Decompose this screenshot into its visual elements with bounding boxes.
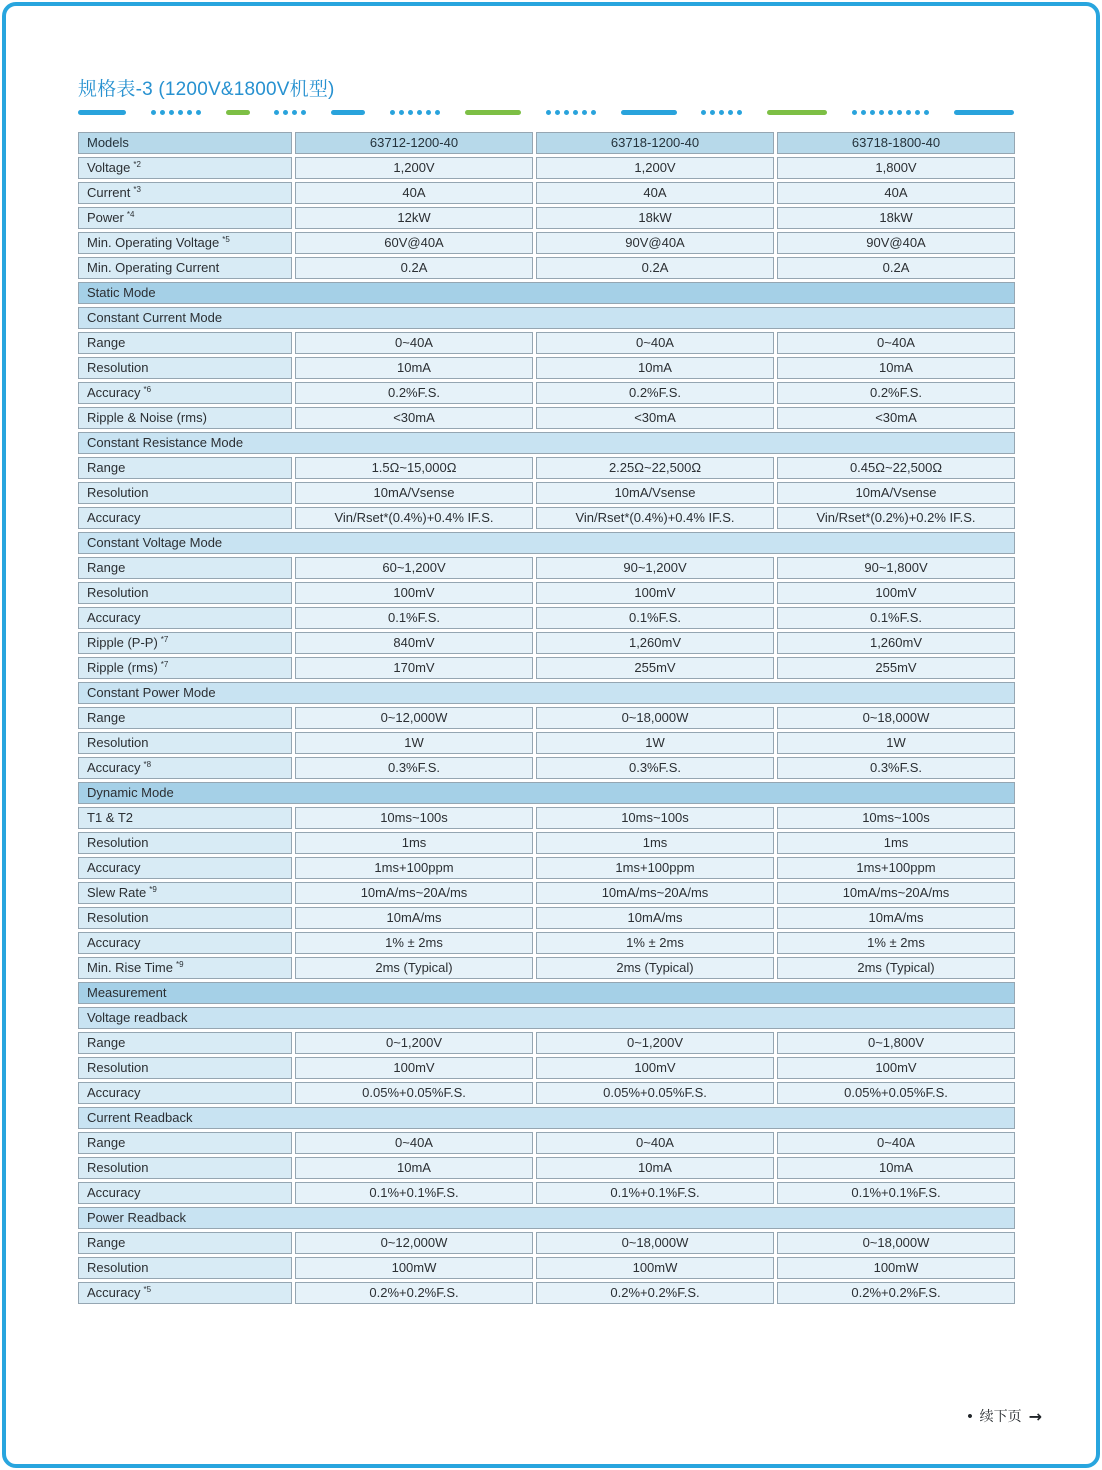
divider-dot [737, 110, 742, 115]
divider-dot [870, 110, 875, 115]
divider-dot-group [701, 110, 742, 115]
section-row [78, 282, 1015, 304]
table-row [78, 857, 1015, 879]
spec-value-cell: 10mA/ms [536, 907, 774, 929]
spec-value-cell: 0.45Ω~22,500Ω [777, 457, 1015, 479]
table-row [78, 332, 1015, 354]
spec-value-cell: 10mA/ms~20A/ms [777, 882, 1015, 904]
spec-label-cell: Range [78, 1132, 292, 1154]
spec-value-cell: 0~18,000W [777, 1232, 1015, 1254]
spec-value-cell: 10ms~100s [295, 807, 533, 829]
table-row [78, 207, 1015, 229]
divider-dot-group [151, 110, 201, 115]
divider-dot [178, 110, 183, 115]
spec-value-cell: 0.3%F.S. [777, 757, 1015, 779]
table-row [78, 1082, 1015, 1104]
spec-value-cell: 10mA/ms [295, 907, 533, 929]
footnote-marker: *4 [126, 209, 135, 219]
subsection-row [78, 532, 1015, 554]
spec-value-cell: 2.25Ω~22,500Ω [536, 457, 774, 479]
table-row [78, 882, 1015, 904]
table-row [78, 557, 1015, 579]
table-row [78, 1257, 1015, 1279]
spec-value-cell: 0.3%F.S. [536, 757, 774, 779]
table-row [78, 657, 1015, 679]
spec-label-cell: Resolution [78, 482, 292, 504]
table-row [78, 1282, 1015, 1304]
spec-label-cell: Min. Operating Voltage $^{*5}$ [78, 232, 292, 254]
table-row [78, 157, 1015, 179]
spec-label-cell: Range [78, 1232, 292, 1254]
divider-dot [390, 110, 395, 115]
spec-value-cell: 90V@40A [777, 232, 1015, 254]
spec-value-cell: 0.2%F.S. [536, 382, 774, 404]
spec-value-cell: 0.05%+0.05%F.S. [295, 1082, 533, 1104]
divider-dot [555, 110, 560, 115]
spec-label-cell: Range [78, 457, 292, 479]
spec-value-cell: 0~40A [536, 332, 774, 354]
spec-label-cell: Range [78, 332, 292, 354]
spec-value-cell: 1W [295, 732, 533, 754]
spec-value-cell: 2ms (Typical) [536, 957, 774, 979]
footnote-marker: *7 [160, 659, 169, 669]
spec-value-cell: 0~40A [777, 1132, 1015, 1154]
footnote-marker: *5 [143, 1284, 152, 1294]
divider-dot [897, 110, 902, 115]
spec-value-cell: 1ms+100ppm [295, 857, 533, 879]
spec-value-cell: 40A [295, 182, 533, 204]
divider-dot [701, 110, 706, 115]
spec-label-cell: Accuracy [78, 1182, 292, 1204]
table-row [78, 407, 1015, 429]
table-row [78, 457, 1015, 479]
spec-value-cell: 100mV [536, 582, 774, 604]
divider-dot [728, 110, 733, 115]
spec-value-cell: 0~40A [536, 1132, 774, 1154]
spec-value-cell: 100mV [777, 582, 1015, 604]
spec-label-cell: Slew Rate $^{*9}$ [78, 882, 292, 904]
table-row [78, 832, 1015, 854]
spec-value-cell: 10mA/ms [777, 907, 1015, 929]
table-row [78, 1132, 1015, 1154]
table-row [78, 1232, 1015, 1254]
spec-value-cell: 100mW [777, 1257, 1015, 1279]
spec-value-cell: 10ms~100s [777, 807, 1015, 829]
spec-value-cell: Vin/Rset*(0.4%)+0.4% IF.S. [536, 507, 774, 529]
spec-value-cell: 0~40A [777, 332, 1015, 354]
table-row [78, 932, 1015, 954]
spec-value-cell: 40A [777, 182, 1015, 204]
spec-value-cell: 1ms [295, 832, 533, 854]
subsection-header-cell: Power Readback [78, 1207, 1015, 1229]
spec-label-cell: Resolution [78, 832, 292, 854]
subsection-row [78, 432, 1015, 454]
spec-label-cell: Resolution [78, 907, 292, 929]
divider-dot [292, 110, 297, 115]
spec-value-cell: 1% ± 2ms [777, 932, 1015, 954]
divider-bar [465, 110, 521, 115]
table-row [78, 382, 1015, 404]
divider-dot [888, 110, 893, 115]
spec-label-cell: T1 & T2 [78, 807, 292, 829]
table-row [78, 732, 1015, 754]
spec-value-cell: 255mV [536, 657, 774, 679]
divider-bar [226, 110, 250, 115]
subsection-row [78, 1207, 1015, 1229]
spec-value-cell: 1ms+100ppm [536, 857, 774, 879]
subsection-row [78, 1107, 1015, 1129]
spec-value-cell: 0.2A [536, 257, 774, 279]
footnote-marker: *9 [149, 884, 157, 894]
spec-label-cell: Accuracy [78, 507, 292, 529]
spec-label-cell: Accuracy $^{*5}$ [78, 1282, 292, 1304]
spec-value-cell: 10mA/Vsense [536, 482, 774, 504]
divider-dot [187, 110, 192, 115]
spec-label-cell: Resolution [78, 582, 292, 604]
divider-dot [710, 110, 715, 115]
divider-bar [331, 110, 365, 115]
spec-table-body [78, 157, 1015, 1304]
spec-label-cell: Accuracy $^{*8}$ [78, 757, 292, 779]
table-row [78, 582, 1015, 604]
spec-label-cell: Range [78, 1032, 292, 1054]
spec-label-cell: Voltage $^{*2}$ [78, 157, 292, 179]
spec-label-cell: Accuracy [78, 857, 292, 879]
spec-table [75, 129, 1018, 1307]
spec-value-cell: 1W [536, 732, 774, 754]
right-arrow-icon: → [1028, 1406, 1042, 1426]
spec-value-cell: 0~18,000W [777, 707, 1015, 729]
spec-value-cell: 100mV [777, 1057, 1015, 1079]
divider-dot [852, 110, 857, 115]
page-title: 规格表-3 (1200V&1800V机型) [78, 79, 335, 100]
spec-value-cell: 0.2A [295, 257, 533, 279]
spec-value-cell: 10ms~100s [536, 807, 774, 829]
footnote-marker: *6 [143, 384, 152, 394]
page-footer [967, 1406, 1042, 1426]
divider-dot [906, 110, 911, 115]
spec-value-cell: 100mW [295, 1257, 533, 1279]
spec-value-cell: Vin/Rset*(0.4%)+0.4% IF.S. [295, 507, 533, 529]
subsection-header-cell: Constant Power Mode [78, 682, 1015, 704]
spec-value-cell: 90~1,200V [536, 557, 774, 579]
spec-value-cell: 255mV [777, 657, 1015, 679]
divider-dot [924, 110, 929, 115]
spec-value-cell: 60~1,200V [295, 557, 533, 579]
divider-dot [417, 110, 422, 115]
spec-value-cell: 0~18,000W [536, 1232, 774, 1254]
divider-dot [435, 110, 440, 115]
footnote-marker: *3 [133, 184, 141, 194]
table-row [78, 257, 1015, 279]
divider-dot [719, 110, 724, 115]
divider-dot [573, 110, 578, 115]
divider-dot [151, 110, 156, 115]
spec-value-cell: 18kW [777, 207, 1015, 229]
table-row [78, 757, 1015, 779]
spec-value-cell: <30mA [777, 407, 1015, 429]
table-row [78, 357, 1015, 379]
spec-value-cell: 100mV [295, 582, 533, 604]
section-header-cell: Measurement [78, 982, 1015, 1004]
divider-dot [879, 110, 884, 115]
table-row [78, 957, 1015, 979]
spec-value-cell: 0.3%F.S. [295, 757, 533, 779]
spec-value-cell: 1ms [536, 832, 774, 854]
divider-dot [399, 110, 404, 115]
divider-bar [78, 110, 126, 115]
spec-label-cell: Ripple (rms) $^{*7}$ [78, 657, 292, 679]
spec-value-cell: 0.1%F.S. [295, 607, 533, 629]
spec-value-cell: 0~18,000W [536, 707, 774, 729]
decorative-divider [78, 109, 1014, 116]
spec-value-cell: 1,800V [777, 157, 1015, 179]
footnote-marker: *2 [133, 159, 141, 169]
divider-dot-group [274, 110, 306, 115]
spec-value-cell: 2ms (Typical) [777, 957, 1015, 979]
spec-value-cell: 0.1%+0.1%F.S. [536, 1182, 774, 1204]
table-header-row [78, 132, 1015, 154]
model-name-cell: 63718-1200-40 [536, 132, 774, 154]
spec-value-cell: 0.1%F.S. [777, 607, 1015, 629]
spec-value-cell: 100mW [536, 1257, 774, 1279]
subsection-row [78, 682, 1015, 704]
spec-value-cell: 0.2%+0.2%F.S. [295, 1282, 533, 1304]
divider-dot-group [390, 110, 440, 115]
spec-value-cell: 90~1,800V [777, 557, 1015, 579]
spec-label-cell: Range [78, 707, 292, 729]
spec-value-cell: 0.2%F.S. [777, 382, 1015, 404]
spec-value-cell: 2ms (Typical) [295, 957, 533, 979]
divider-dot [582, 110, 587, 115]
spec-value-cell: 0.1%+0.1%F.S. [295, 1182, 533, 1204]
divider-dot [274, 110, 279, 115]
spec-label-cell: Ripple (P-P) $^{*7}$ [78, 632, 292, 654]
spec-value-cell: 12kW [295, 207, 533, 229]
divider-bar [621, 110, 677, 115]
divider-dot [591, 110, 596, 115]
footnote-marker: *7 [160, 634, 169, 644]
table-row [78, 482, 1015, 504]
subsection-row [78, 1007, 1015, 1029]
spec-value-cell: 1,200V [536, 157, 774, 179]
subsection-header-cell: Current Readback [78, 1107, 1015, 1129]
spec-value-cell: 10mA/ms~20A/ms [295, 882, 533, 904]
subsection-header-cell: Constant Current Mode [78, 307, 1015, 329]
divider-dot [861, 110, 866, 115]
subsection-header-cell: Constant Resistance Mode [78, 432, 1015, 454]
table-row [78, 632, 1015, 654]
spec-label-cell: Resolution [78, 1157, 292, 1179]
spec-label-cell: Resolution [78, 1257, 292, 1279]
spec-value-cell: 0~1,800V [777, 1032, 1015, 1054]
spec-value-cell: 0.2A [777, 257, 1015, 279]
spec-value-cell: 10mA [536, 357, 774, 379]
spec-label-cell: Min. Operating Current [78, 257, 292, 279]
table-row [78, 707, 1015, 729]
spec-value-cell: 0~1,200V [536, 1032, 774, 1054]
spec-value-cell: 60V@40A [295, 232, 533, 254]
spec-value-cell: 10mA [777, 357, 1015, 379]
section-row [78, 982, 1015, 1004]
model-name-cell: 63718-1800-40 [777, 132, 1015, 154]
table-row [78, 1182, 1015, 1204]
table-row [78, 1057, 1015, 1079]
spec-value-cell: 10mA [536, 1157, 774, 1179]
divider-dot-group [546, 110, 596, 115]
spec-label-cell: Accuracy $^{*6}$ [78, 382, 292, 404]
spec-label-cell: Accuracy [78, 932, 292, 954]
spec-value-cell: 18kW [536, 207, 774, 229]
subsection-row [78, 307, 1015, 329]
subsection-header-cell: Voltage readback [78, 1007, 1015, 1029]
spec-value-cell: 1,260mV [777, 632, 1015, 654]
spec-label-cell: Power $^{*4}$ [78, 207, 292, 229]
spec-value-cell: 10mA/ms~20A/ms [536, 882, 774, 904]
spec-value-cell: Vin/Rset*(0.2%)+0.2% IF.S. [777, 507, 1015, 529]
divider-dot [408, 110, 413, 115]
spec-label-cell: Resolution [78, 357, 292, 379]
spec-value-cell: 1ms+100ppm [777, 857, 1015, 879]
spec-label-cell: Resolution [78, 732, 292, 754]
divider-bar [954, 110, 1014, 115]
spec-value-cell: 0~12,000W [295, 1232, 533, 1254]
spec-value-cell: 0.2%F.S. [295, 382, 533, 404]
table-row [78, 1032, 1015, 1054]
subsection-header-cell: Constant Voltage Mode [78, 532, 1015, 554]
spec-value-cell: 0.2%+0.2%F.S. [536, 1282, 774, 1304]
spec-value-cell: 170mV [295, 657, 533, 679]
spec-label-cell: Accuracy [78, 607, 292, 629]
divider-dot [426, 110, 431, 115]
footnote-marker: *8 [143, 759, 152, 769]
spec-value-cell: 0.05%+0.05%F.S. [777, 1082, 1015, 1104]
footer-continued-label: 续下页 [979, 1408, 1022, 1424]
spec-value-cell: 0~12,000W [295, 707, 533, 729]
spec-value-cell: 10mA [777, 1157, 1015, 1179]
spec-value-cell: 840mV [295, 632, 533, 654]
spec-value-cell: 1W [777, 732, 1015, 754]
spec-value-cell: 100mV [536, 1057, 774, 1079]
divider-dot [564, 110, 569, 115]
spec-value-cell: 1% ± 2ms [295, 932, 533, 954]
table-row [78, 807, 1015, 829]
spec-label-cell: Ripple & Noise (rms) [78, 407, 292, 429]
table-row [78, 507, 1015, 529]
spec-value-cell: 0~40A [295, 332, 533, 354]
divider-dot [169, 110, 174, 115]
spec-value-cell: 100mV [295, 1057, 533, 1079]
spec-label-cell: Min. Rise Time $^{*9}$ [78, 957, 292, 979]
section-row [78, 782, 1015, 804]
spec-value-cell: 0.05%+0.05%F.S. [536, 1082, 774, 1104]
spec-value-cell: 40A [536, 182, 774, 204]
divider-dot [546, 110, 551, 115]
divider-dot [915, 110, 920, 115]
divider-dot [196, 110, 201, 115]
spec-value-cell: 1ms [777, 832, 1015, 854]
model-name-cell: 63712-1200-40 [295, 132, 533, 154]
spec-value-cell: 10mA [295, 357, 533, 379]
divider-dot-group [852, 110, 929, 115]
table-row [78, 232, 1015, 254]
spec-value-cell: 0~40A [295, 1132, 533, 1154]
spec-value-cell: 1.5Ω~15,000Ω [295, 457, 533, 479]
spec-label-cell: Current $^{*3}$ [78, 182, 292, 204]
table-row [78, 1157, 1015, 1179]
spec-value-cell: 0.2%+0.2%F.S. [777, 1282, 1015, 1304]
table-row [78, 182, 1015, 204]
spec-value-cell: 90V@40A [536, 232, 774, 254]
spec-value-cell: 0.1%+0.1%F.S. [777, 1182, 1015, 1204]
section-header-cell: Static Mode [78, 282, 1015, 304]
divider-dot [160, 110, 165, 115]
spec-value-cell: 10mA [295, 1157, 533, 1179]
models-header-cell: Models [78, 132, 292, 154]
divider-dot [301, 110, 306, 115]
divider-bar [767, 110, 827, 115]
spec-value-cell: <30mA [295, 407, 533, 429]
spec-value-cell: <30mA [536, 407, 774, 429]
section-header-cell: Dynamic Mode [78, 782, 1015, 804]
footnote-marker: *5 [222, 234, 230, 244]
spec-value-cell: 1,260mV [536, 632, 774, 654]
spec-label-cell: Resolution [78, 1057, 292, 1079]
spec-label-cell: Range [78, 557, 292, 579]
spec-value-cell: 1,200V [295, 157, 533, 179]
spec-table-head [78, 132, 1015, 154]
footnote-marker: *9 [175, 959, 184, 969]
spec-value-cell: 1% ± 2ms [536, 932, 774, 954]
table-row [78, 907, 1015, 929]
table-row [78, 607, 1015, 629]
spec-value-cell: 0~1,200V [295, 1032, 533, 1054]
spec-label-cell: Accuracy [78, 1082, 292, 1104]
spec-value-cell: 0.1%F.S. [536, 607, 774, 629]
spec-value-cell: 10mA/Vsense [777, 482, 1015, 504]
spec-value-cell: 10mA/Vsense [295, 482, 533, 504]
divider-dot [283, 110, 288, 115]
footer-bullet-icon: • [967, 1407, 973, 1425]
